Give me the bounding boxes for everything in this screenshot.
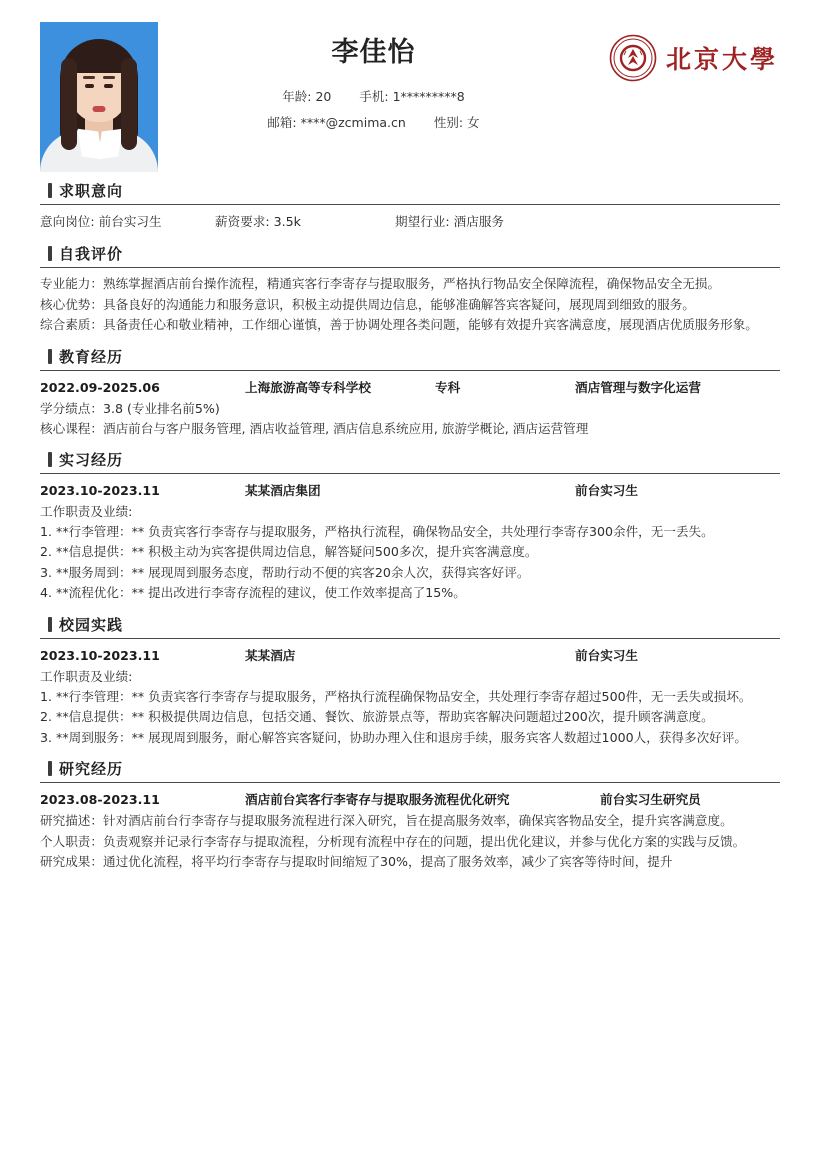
section-education [40, 346, 780, 439]
university-logo [609, 16, 778, 82]
section-accent-bar [48, 349, 52, 364]
age-label: 年龄: [282, 89, 312, 104]
section-head-internship [40, 449, 780, 470]
research-paragraph: 研究成果：通过优化流程，将平均行李寄存与提取时间缩短了30%，提高了服务效率，减少了宾客等待时间，提升 [40, 854, 673, 869]
section-head-self-evaluation [40, 243, 780, 264]
section-title-internship: 实习经历 [59, 450, 124, 469]
internship-role: 前台实习生 [575, 482, 638, 498]
research-paragraph: 个人职责：负责观察并记录行李寄存与提取流程，分析现有流程中存在的问题，提出优化建议，并参与优化方案的实践与反馈。 [40, 833, 746, 849]
intention-industry [395, 211, 504, 233]
photo-eye-left [85, 84, 94, 88]
email-value: ****@zcmima.cn [300, 115, 406, 130]
section-internship [40, 449, 780, 604]
section-head-education [40, 346, 780, 367]
internship-company: 某某酒店集团 [245, 482, 321, 498]
education-major: 酒店管理与数字化运营 [575, 379, 701, 395]
internship-bullet: 3. **服务周到：** 展现周到服务态度，帮助行动不便的宾客20余人次，获得宾客好评。 [40, 564, 530, 580]
intention-salary-value: 3.5k [273, 214, 301, 229]
section-divider [40, 204, 780, 205]
section-head-research [40, 758, 780, 779]
university-name: 北京大學 [665, 45, 778, 74]
photo-brow-left [83, 76, 95, 79]
contact-row-1 [158, 87, 589, 105]
section-accent-bar [48, 183, 52, 198]
internship-bullet: 2. **信息提供：** 积极主动为宾客提供周边信息，解答疑问500多次，提升宾客满意度。 [40, 544, 538, 559]
section-divider [40, 370, 780, 371]
research-role: 前台实习生研究员 [600, 792, 701, 807]
section-self-evaluation [40, 243, 780, 336]
campus-bullet: 3. **周到服务：** 展现周到服务，耐心解答宾客疑问，协助办理入住和退房手续，服务宾客人数超过1000人，获得多次好评。 [40, 729, 747, 745]
phone-value: 1*********8 [392, 89, 465, 104]
intention-salary [215, 211, 395, 233]
section-head-campus-practice [40, 614, 780, 635]
intention-position-label: 意向岗位: [40, 214, 95, 229]
section-intention [40, 180, 780, 233]
campus-bullet: 2. **信息提供：** 积极提供周边信息，包括交通、餐饮、旅游景点等，帮助宾客解决问题超过200次，提升顾客满意度。 [40, 709, 714, 724]
internship-bullet: 4. **流程优化：** 提出改进行李寄存流程的建议，使工作效率提高了15%。 [40, 585, 466, 600]
gender-value: 女 [467, 115, 480, 130]
intention-row [40, 211, 780, 233]
section-title-intention: 求职意向 [59, 182, 124, 200]
photo-eye-right [104, 84, 113, 88]
email-label: 邮箱: [267, 115, 297, 130]
phone-label: 手机: [359, 89, 389, 104]
section-research [40, 758, 780, 873]
section-title-research: 研究经历 [59, 760, 124, 778]
section-campus-practice [40, 614, 780, 749]
internship-subtitle: 工作职责及业绩: [40, 503, 133, 519]
intention-industry-label: 期望行业: [395, 214, 450, 229]
photo-lips [93, 106, 106, 112]
education-entry-row [40, 377, 780, 399]
contact-row-2 [158, 113, 589, 131]
section-divider [40, 782, 780, 783]
research-paragraph: 研究描述：针对酒店前台行李寄存与提取服务流程进行深入研究，旨在提高服务效率，确保宾客物品安全，提升宾客满意度。 [40, 813, 733, 828]
section-title-education: 教育经历 [59, 347, 124, 366]
education-courses: 核心课程：酒店前台与客户服务管理, 酒店收益管理, 酒店信息系统应用, 旅游学概论, 酒店运营管理 [40, 420, 589, 436]
internship-entry-row [40, 480, 780, 502]
section-accent-bar [48, 246, 52, 261]
section-divider [40, 638, 780, 639]
intention-salary-label: 薪资要求: [215, 214, 270, 229]
self-evaluation-paragraph: 核心优势：具备良好的沟通能力和服务意识，积极主动提供周边信息，能够准确解答宾客疑问，展现周到细致的服务。 [40, 296, 695, 312]
education-gpa: 学分绩点：3.8 (专业排名前5%) [40, 400, 220, 416]
education-school: 上海旅游高等专科学校 [245, 379, 371, 395]
research-entry-row [40, 789, 780, 811]
section-title-self-evaluation: 自我评价 [59, 245, 124, 263]
gender-label: 性别: [433, 115, 464, 130]
photo-hair-right [121, 58, 137, 150]
intention-industry-value: 酒店服务 [453, 214, 505, 229]
campus-subtitle: 工作职责及业绩: [40, 668, 133, 684]
education-degree: 专科 [435, 379, 461, 395]
age-value: 20 [315, 89, 332, 104]
self-evaluation-paragraph: 专业能力：熟练掌握酒店前台操作流程，精通宾客行李寄存与提取服务，严格执行物品安全保障流程，确保物品安全无损。 [40, 276, 721, 291]
campus-role: 前台实习生 [575, 647, 638, 663]
campus-bullet: 1. **行李管理：** 负责宾客行李寄存与提取服务，严格执行流程确保物品安全，共处理行李寄存超过500件，无一丢失或损坏。 [40, 688, 752, 704]
internship-date: 2023.10-2023.11 [40, 482, 160, 498]
candidate-name: 李佳怡 [331, 37, 416, 68]
photo-hair-left [61, 58, 77, 150]
campus-company: 某某酒店 [245, 647, 296, 663]
section-accent-bar [48, 617, 52, 632]
section-head-intention [40, 180, 780, 201]
research-date: 2023.08-2023.11 [40, 792, 160, 807]
intention-position [40, 211, 215, 233]
education-date: 2022.09-2025.06 [40, 379, 160, 395]
resume-header [40, 0, 780, 170]
intention-position-value: 前台实习生 [98, 214, 162, 229]
section-divider [40, 267, 780, 268]
section-accent-bar [48, 452, 52, 467]
research-project: 酒店前台宾客行李寄存与提取服务流程优化研究 [245, 792, 510, 807]
header-center [158, 16, 609, 139]
campus-entry-row [40, 645, 780, 667]
university-seal-icon [609, 34, 657, 82]
section-divider [40, 473, 780, 474]
section-title-campus-practice: 校园实践 [59, 615, 124, 634]
internship-bullet: 1. **行李管理：** 负责宾客行李寄存与提取服务，严格执行流程，确保物品安全，共处理行李寄存300余件，无一丢失。 [40, 523, 714, 539]
photo-brow-right [103, 76, 115, 79]
section-accent-bar [48, 761, 52, 776]
profile-photo [40, 22, 158, 172]
campus-date: 2023.10-2023.11 [40, 647, 160, 663]
self-evaluation-paragraph: 综合素质：具备责任心和敬业精神，工作细心谨慎，善于协调处理各类问题，能够有效提升宾客满意度，展现酒店优质服务形象。 [40, 317, 758, 332]
